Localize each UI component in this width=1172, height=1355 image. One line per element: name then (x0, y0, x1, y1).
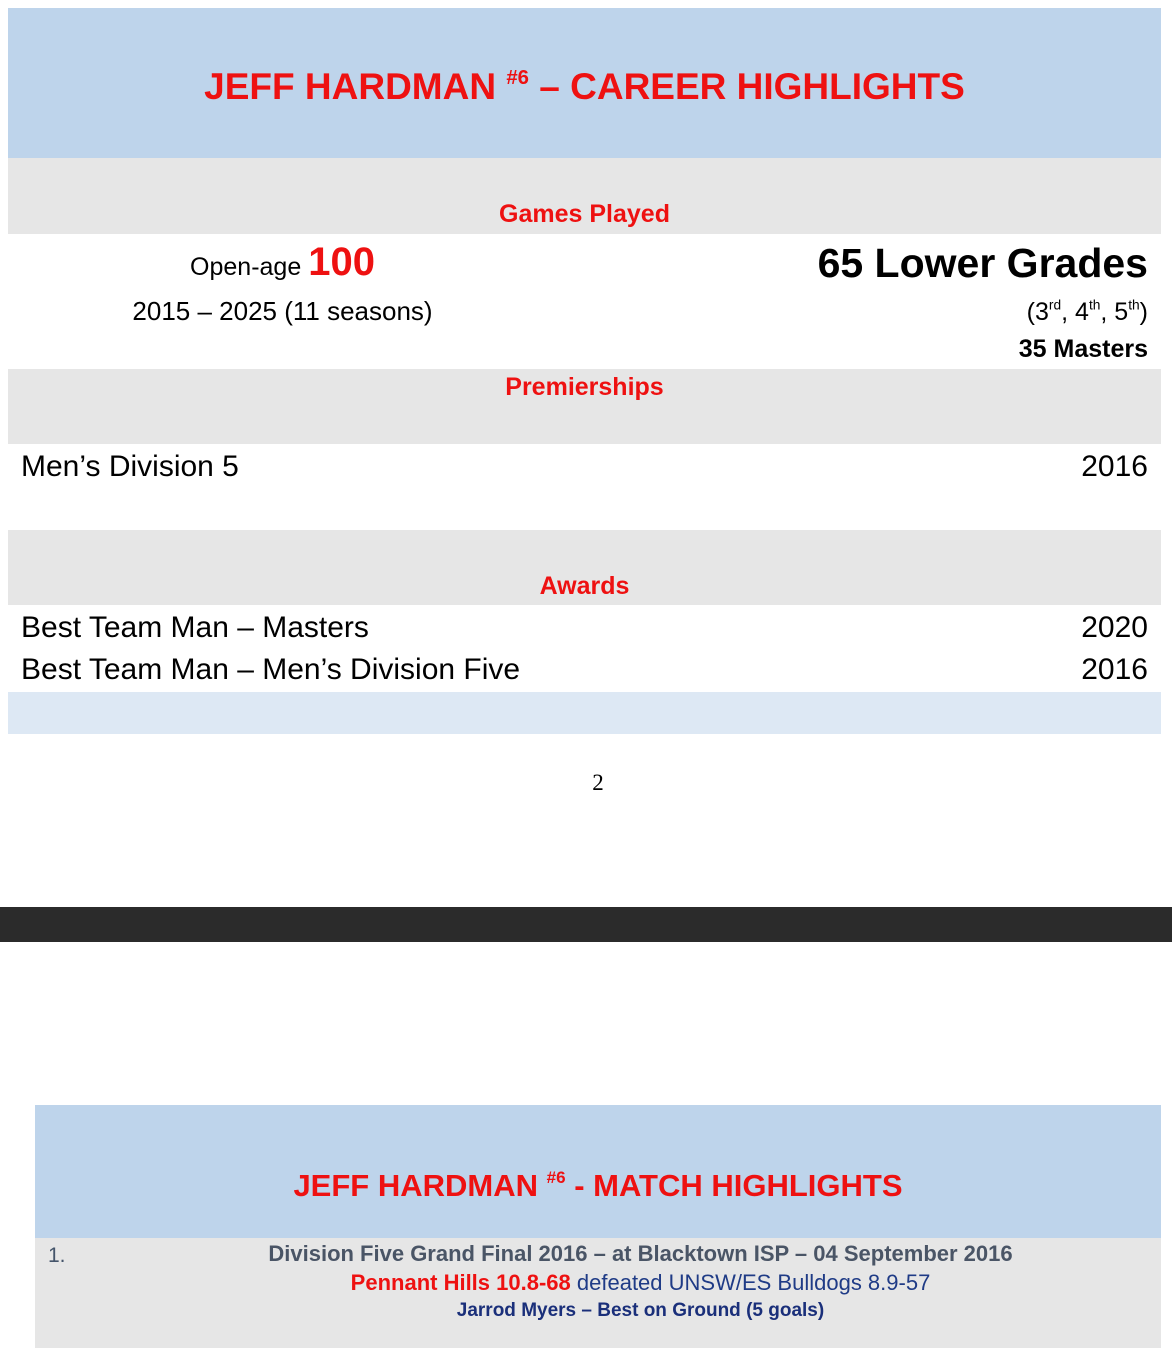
career-footer-band (8, 692, 1161, 734)
career-title-rest: – CAREER HIGHLIGHTS (539, 66, 965, 107)
career-title (8, 66, 1161, 108)
award-year: 2016 (1081, 653, 1148, 686)
premiership-name: Men’s Division 5 (21, 450, 239, 483)
award-name: Best Team Man – Masters (21, 611, 369, 644)
masters-count: 35 Masters (1018, 335, 1148, 363)
match-entry-number: 1. (48, 1244, 66, 1267)
career-title-name: JEFF HARDMAN (204, 66, 497, 107)
open-age-seasons: 2015 – 2025 (11 seasons) (132, 296, 433, 326)
page-number: 2 (592, 770, 604, 795)
match-result-rest: defeated UNSW/ES Bulldogs 8.9-57 (576, 1270, 931, 1295)
page-divider (0, 907, 1172, 942)
lower-grades-list: (3rd, 4th, 5th) (1026, 297, 1148, 326)
match-title (35, 1168, 1161, 1204)
match-title-number: #6 (546, 1168, 566, 1188)
lower-grades-count: 65 Lower Grades (817, 240, 1148, 286)
awards-heading: Awards (539, 572, 630, 600)
match-entry-result (120, 1270, 1161, 1296)
match-best-on-ground: Jarrod Myers – Best on Ground (5 goals) (456, 1300, 825, 1321)
award-name: Best Team Man – Men’s Division Five (21, 653, 521, 686)
open-age-count: 100 (308, 240, 375, 284)
premiership-year: 2016 (1081, 450, 1148, 483)
award-year: 2020 (1081, 611, 1148, 644)
games-played-heading: Games Played (499, 200, 670, 228)
career-title-number: #6 (506, 66, 529, 89)
premierships-heading: Premierships (505, 373, 664, 401)
open-age-label: Open-age (190, 253, 302, 281)
match-entry-heading: Division Five Grand Final 2016 – at Blacktown ISP – 04 September 2016 (268, 1241, 1013, 1266)
open-age-games (120, 240, 445, 285)
match-winner-score: Pennant Hills 10.8-68 (350, 1270, 571, 1295)
match-title-name: JEFF HARDMAN (293, 1168, 538, 1203)
match-title-rest: - MATCH HIGHLIGHTS (574, 1168, 903, 1203)
